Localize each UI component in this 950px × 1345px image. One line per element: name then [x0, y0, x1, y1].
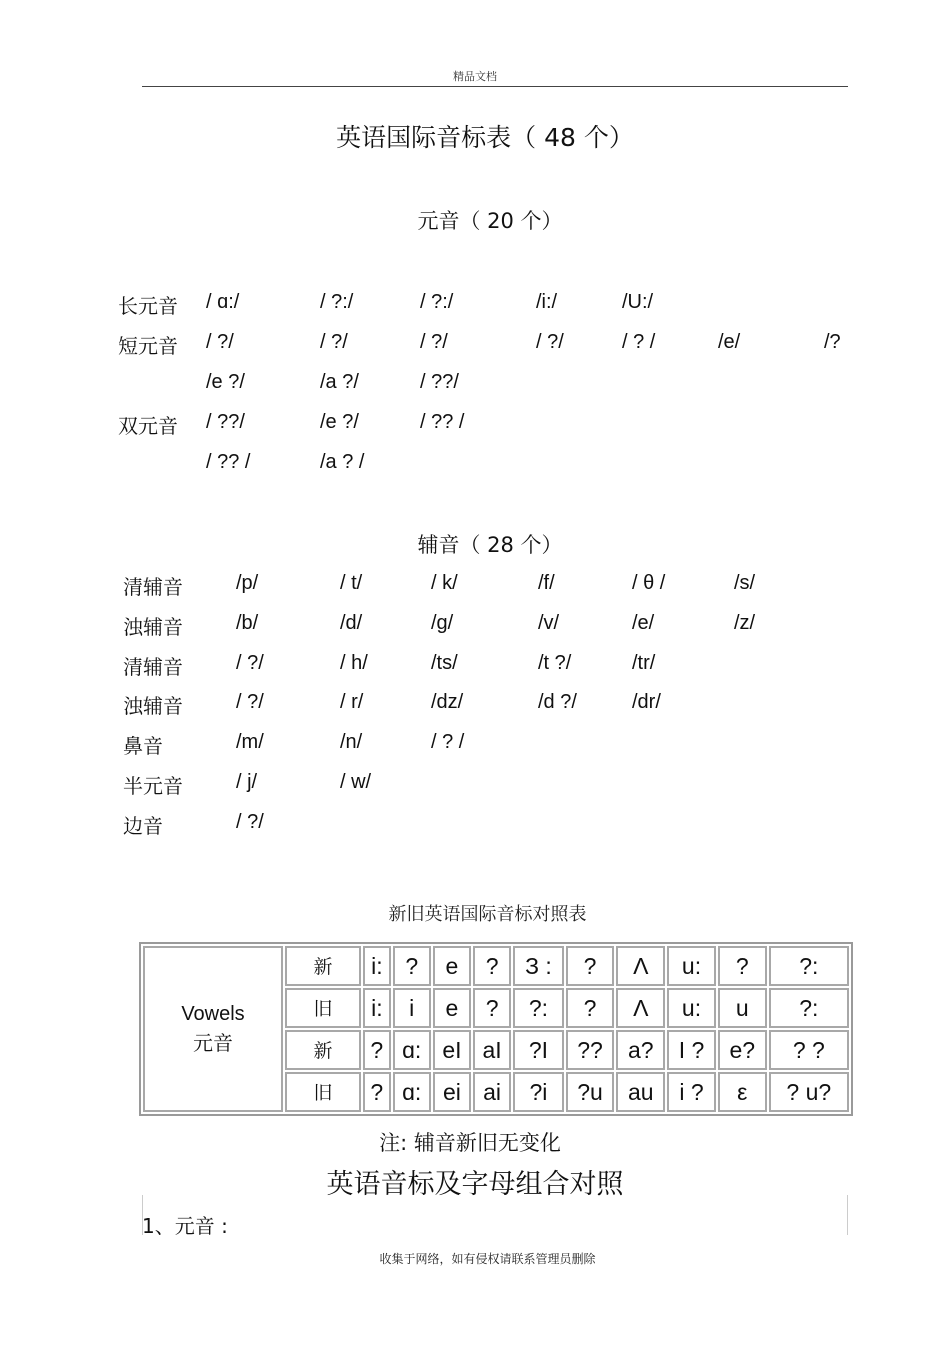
- kind-cell: 新: [285, 1030, 361, 1070]
- section2-title: 英语音标及字母组合对照: [326, 1169, 624, 1200]
- kind-cell: 旧: [285, 988, 361, 1028]
- kind-cell: 新: [285, 946, 361, 986]
- vowel-cell: /i:/: [536, 291, 558, 313]
- consonant-row-label: 清辅音: [123, 655, 183, 679]
- consonants-heading: 辅音（ 28 个）: [417, 533, 563, 557]
- consonant-cell: /m/: [236, 731, 264, 753]
- vowel-cell: / ?:/: [320, 291, 354, 313]
- consonant-cell: / ? /: [431, 731, 465, 753]
- consonant-row-label: 鼻音: [123, 734, 163, 758]
- vowel-cell: / ??/: [420, 371, 459, 393]
- consonant-note: 注: 辅音新旧无变化: [379, 1131, 561, 1155]
- table-cell: aI: [473, 1030, 511, 1070]
- consonant-cell: /ts/: [431, 652, 458, 674]
- table-cell: u: [718, 988, 767, 1028]
- table-cell: З :: [513, 946, 564, 986]
- table-cell: i:: [363, 946, 391, 986]
- vowel-row-label: 短元音: [118, 334, 178, 358]
- table-row: [143, 946, 849, 986]
- table-cell: I ?: [667, 1030, 716, 1070]
- vowel-cell: / ɑ:/: [206, 291, 240, 313]
- vowel-row-label: 长元音: [118, 294, 178, 318]
- vowel-cell: / ?:/: [420, 291, 454, 313]
- vowel-cell: / ?/: [536, 331, 564, 353]
- vowel-cell: /U:/: [622, 291, 654, 313]
- vowel-cell: /e ?/: [206, 371, 245, 393]
- consonant-cell: /b/: [236, 612, 259, 634]
- vowel-cell: / ? /: [622, 331, 656, 353]
- vowel-cell: /a ? /: [320, 451, 365, 473]
- table-cell: Λ: [616, 946, 665, 986]
- vowel-cell: / ?/: [206, 331, 234, 353]
- table-cell: ?:: [769, 946, 849, 986]
- consonant-cell: /s/: [734, 572, 756, 594]
- consonant-cell: / ?/: [236, 652, 264, 674]
- consonant-cell: /d ?/: [538, 691, 577, 713]
- consonant-cell: /d/: [340, 612, 363, 634]
- consonant-cell: /dz/: [431, 691, 464, 713]
- consonant-row-label: 半元音: [123, 774, 183, 798]
- table-cell: Λ: [616, 988, 665, 1028]
- table-cell: au: [616, 1072, 665, 1112]
- consonant-cell: /tr/: [632, 652, 656, 674]
- table-cell: ɑ:: [393, 1030, 431, 1070]
- table-cell: i:: [363, 988, 391, 1028]
- table-cell: ?: [566, 988, 615, 1028]
- row-header-en: Vowels: [181, 1003, 245, 1025]
- table-cell: a?: [616, 1030, 665, 1070]
- consonant-row-label: 浊辅音: [123, 694, 183, 718]
- table-cell: ?i: [513, 1072, 564, 1112]
- table-cell: ? u?: [769, 1072, 849, 1112]
- vowel-row-label: 双元音: [118, 414, 178, 438]
- table-cell: ??: [566, 1030, 615, 1070]
- consonant-cell: /t ?/: [538, 652, 572, 674]
- vowel-cell: /a ?/: [320, 371, 359, 393]
- table-cell: ?:: [769, 988, 849, 1028]
- consonant-cell: / r/: [340, 691, 364, 713]
- consonant-cell: /f/: [538, 572, 555, 594]
- consonant-cell: /n/: [340, 731, 363, 753]
- vowel-cell: /?: [824, 331, 841, 353]
- table-cell: ?: [363, 1072, 391, 1112]
- right-margin-line: [847, 1195, 848, 1235]
- consonant-cell: /v/: [538, 612, 560, 634]
- kind-cell: 旧: [285, 1072, 361, 1112]
- page-header: 精品文档: [453, 70, 497, 83]
- vowel-cell: / ?? /: [420, 411, 465, 433]
- consonant-cell: /p/: [236, 572, 259, 594]
- table-cell: ?: [363, 1030, 391, 1070]
- table-cell: i ?: [667, 1072, 716, 1112]
- row-header-cell: [143, 946, 283, 1112]
- row-header-zh: 元音: [193, 1033, 233, 1055]
- vowel-cell: / ??/: [206, 411, 245, 433]
- section2-item-1: 1、元音 :: [142, 1214, 228, 1238]
- table-cell: ?I: [513, 1030, 564, 1070]
- table-cell: ?u: [566, 1072, 615, 1112]
- vowels-heading: 元音（ 20 个）: [417, 209, 563, 233]
- table-cell: ai: [473, 1072, 511, 1112]
- table-cell: ?: [718, 946, 767, 986]
- vowel-cell: /e ?/: [320, 411, 359, 433]
- table-cell: ? ?: [769, 1030, 849, 1070]
- table-cell: e: [433, 988, 471, 1028]
- table-cell: ?: [473, 946, 511, 986]
- consonant-row-label: 清辅音: [123, 575, 183, 599]
- table-cell: ɑ:: [393, 1072, 431, 1112]
- table-cell: i: [393, 988, 431, 1028]
- page-title: 英语国际音标表（ 48 个）: [336, 123, 634, 152]
- consonant-cell: / t/: [340, 572, 363, 594]
- consonant-cell: / h/: [340, 652, 368, 674]
- consonant-cell: / θ /: [632, 572, 666, 594]
- consonant-row-label: 浊辅音: [123, 615, 183, 639]
- table-cell: e: [433, 946, 471, 986]
- table-cell: u:: [667, 988, 716, 1028]
- consonant-row-label: 边音: [123, 814, 163, 838]
- table-cell: ε: [718, 1072, 767, 1112]
- table-cell: e?: [718, 1030, 767, 1070]
- header-divider: [142, 86, 848, 87]
- vowel-cell: / ?/: [420, 331, 448, 353]
- consonant-cell: / j/: [236, 771, 258, 793]
- table-cell: ?:: [513, 988, 564, 1028]
- table-cell: u:: [667, 946, 716, 986]
- consonant-cell: / w/: [340, 771, 372, 793]
- table-cell: ?: [473, 988, 511, 1028]
- vowel-cell: / ?/: [320, 331, 348, 353]
- consonant-cell: /z/: [734, 612, 756, 634]
- consonant-cell: /g/: [431, 612, 454, 634]
- table-cell: eI: [433, 1030, 471, 1070]
- table-cell: ?: [566, 946, 615, 986]
- comparison-title: 新旧英语国际音标对照表: [388, 904, 587, 925]
- consonant-cell: / ?/: [236, 811, 264, 833]
- consonant-cell: /dr/: [632, 691, 661, 713]
- consonant-cell: /e/: [632, 612, 655, 634]
- page-footer: 收集于网络，如有侵权请联系管理员删除: [379, 1252, 596, 1266]
- table-cell: ?: [393, 946, 431, 986]
- vowel-cell: /e/: [718, 331, 741, 353]
- consonant-cell: / k/: [431, 572, 458, 594]
- consonant-cell: / ?/: [236, 691, 264, 713]
- table-cell: ei: [433, 1072, 471, 1112]
- comparison-table: [139, 942, 853, 1116]
- vowel-cell: / ?? /: [206, 451, 251, 473]
